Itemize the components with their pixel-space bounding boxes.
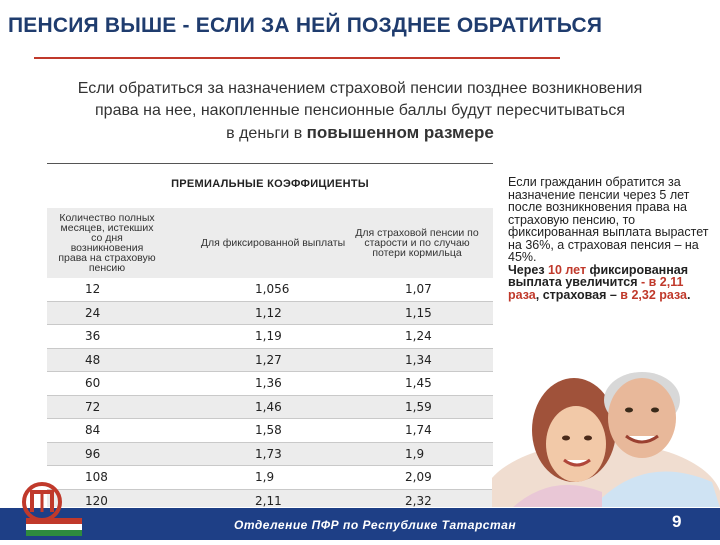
table-row (47, 302, 493, 326)
side-note-text: Через (508, 262, 549, 277)
intro-line-3-emphasis: повышенном размере (306, 123, 494, 142)
months-cell: 36 (85, 329, 101, 343)
insurance-coefficient-cell: 1,59 (405, 399, 432, 414)
months-cell: 12 (85, 282, 101, 296)
months-cell: 72 (85, 399, 101, 414)
fixed-coefficient-cell: 1,056 (255, 282, 290, 296)
footer-org-name: Отделение ПФР по Республике Татарстан (234, 518, 517, 532)
fixed-coefficient-cell: 1,27 (255, 352, 282, 367)
fixed-coefficient-cell: 1,58 (255, 423, 282, 437)
table-header (47, 208, 493, 278)
table-row (47, 443, 493, 467)
header-fixed-payment: Для фиксированной выплаты (200, 237, 346, 249)
insurance-coefficient-cell: 2,32 (405, 493, 432, 508)
table-row (47, 419, 493, 443)
table-top-rule (47, 163, 493, 164)
header-insurance-pension: Для страховой пенсии по старости и по случаю потери кормильца (355, 227, 479, 259)
months-cell: 24 (85, 305, 101, 320)
table-row (47, 278, 493, 302)
insurance-coefficient-cell: 1,74 (405, 423, 432, 437)
insurance-coefficient-cell: 1,07 (405, 282, 432, 296)
months-cell: 84 (85, 423, 101, 437)
fixed-coefficient-cell: 1,19 (255, 329, 282, 343)
intro-line-1: Если обратиться за назначением страховой пенсии позднее возникновения (77, 80, 643, 97)
fixed-coefficient-cell: 1,46 (255, 399, 282, 414)
insurance-coefficient-cell: 1,15 (405, 305, 432, 320)
table-body (47, 278, 493, 513)
table-row (47, 396, 493, 420)
months-cell: 48 (85, 352, 101, 367)
fixed-coefficient-cell: 1,12 (255, 305, 282, 320)
fixed-coefficient-cell: 1,9 (255, 470, 275, 484)
months-cell: 120 (85, 493, 108, 508)
title-underline (34, 57, 560, 59)
intro-line-2: права на нее, накопленные пенсионные баллы будут пересчитываться (95, 102, 625, 119)
intro-line-3-prefix: в деньги в (226, 125, 307, 142)
page-number: 9 (672, 512, 682, 531)
page-title: ПЕНСИЯ ВЫШЕ - ЕСЛИ ЗА НЕЙ ПОЗДНЕЕ ОБРАТИТЬСЯ (8, 14, 603, 37)
side-note-text: , страховая – (535, 287, 621, 302)
fixed-coefficient-cell: 2,11 (255, 493, 282, 508)
side-note-highlight: - в 2,11 раза (508, 275, 684, 302)
intro-text (20, 78, 700, 145)
table-row (47, 372, 493, 396)
side-note-highlight: в 2,32 раза (620, 287, 687, 302)
insurance-coefficient-cell: 2,09 (405, 470, 432, 484)
months-cell: 96 (85, 446, 101, 461)
header-months: Количество полных месяцев, истекших со дня возникновения права на страховую пенсию (58, 212, 156, 274)
months-cell: 60 (85, 376, 101, 390)
table-row (47, 349, 493, 373)
table-row (47, 466, 493, 490)
side-note-paragraph-1: Если гражданин обратится за назначение пенсии через 5 лет после возникновения права на страховую пенсию, то фиксированная выплата вырастет на 36%, а страховая пенсия – на 45%. (508, 175, 709, 264)
months-cell: 108 (85, 470, 108, 484)
table-caption: ПРЕМИАЛЬНЫЕ КОЭФФИЦИЕНТЫ (171, 178, 369, 190)
side-note-paragraph-2 (508, 264, 712, 302)
side-note-text: фиксированная выплата увеличится (508, 262, 688, 289)
intro-line-3 (20, 122, 700, 145)
side-note-highlight: 10 лет (548, 262, 587, 277)
insurance-coefficient-cell: 1,45 (405, 376, 432, 390)
side-note (508, 176, 712, 301)
couple-photo (492, 352, 720, 508)
insurance-coefficient-cell: 1,24 (405, 329, 432, 343)
fixed-coefficient-cell: 1,36 (255, 376, 282, 390)
table-row (47, 325, 493, 349)
pfr-logo-icon (4, 478, 88, 540)
insurance-coefficient-cell: 1,34 (405, 352, 432, 367)
insurance-coefficient-cell: 1,9 (405, 446, 425, 461)
fixed-coefficient-cell: 1,73 (255, 446, 282, 461)
side-note-text: . (687, 287, 691, 302)
premium-coefficients-table (47, 160, 493, 508)
